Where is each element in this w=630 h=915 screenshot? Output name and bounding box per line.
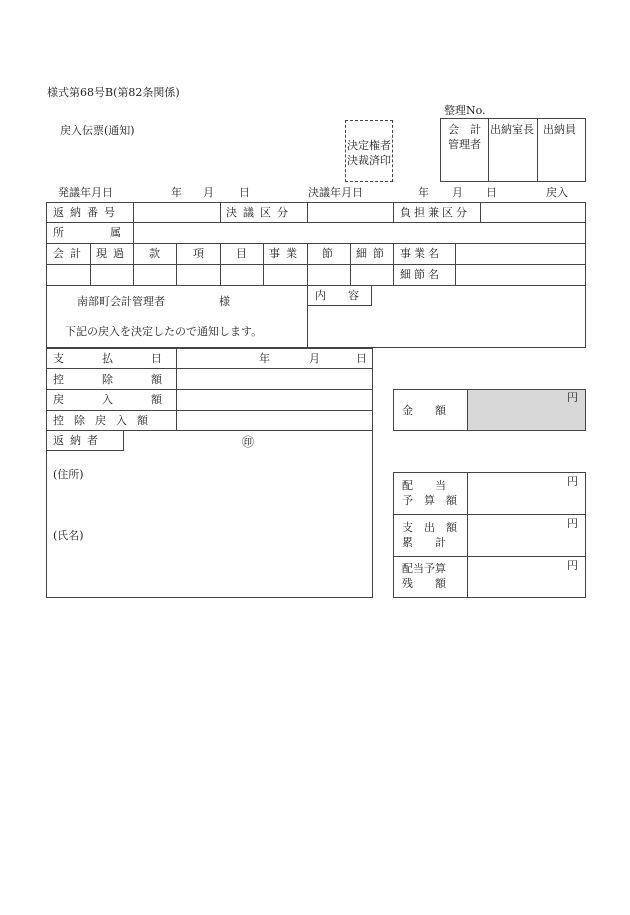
shiharai-year: 年 (259, 352, 270, 365)
jigyou-mei-label: 事業名 (400, 247, 442, 260)
approval-suitouin: 出納員 (543, 123, 576, 136)
ketsugi-year: 年 (418, 186, 429, 199)
approval-kaikei-line1: 会 計 (448, 123, 481, 136)
ketsugi-date-label: 決議年月日 (308, 186, 363, 199)
decision-stamp-line2: 決裁済印 (347, 154, 391, 167)
haitou-zangaku-line1: 配当予算 (402, 562, 446, 575)
kou-label: 項 (193, 247, 204, 260)
jusho-label: (住所) (53, 468, 84, 481)
hatsugi-month: 月 (203, 186, 214, 199)
seiri-no-label: 整理No. (444, 104, 486, 117)
hennousha-label: 返納者 (53, 434, 104, 447)
setsu-label: 節 (322, 247, 333, 260)
kan-label: 款 (149, 247, 160, 260)
shiharai-month: 月 (309, 352, 320, 365)
modoshi-label: 戻入 (546, 186, 568, 199)
hatsugi-date-label: 発議年月日 (58, 186, 113, 199)
haitou-zangaku-line2: 残 額 (402, 577, 446, 590)
approval-kaikei-line2: 管理者 (448, 138, 481, 151)
hatsugi-day: 日 (239, 186, 250, 199)
hatsugi-year: 年 (171, 186, 182, 199)
shishutsu-ruikei-yen: 円 (567, 517, 578, 530)
koujo-modoshi-gaku-label: 控除戻入額 (53, 414, 158, 427)
notice-text: 下記の戻入を決定したので通知します。 (65, 325, 263, 338)
seal-mark: ㊞ (242, 435, 255, 449)
addressee-sama: 様 (219, 295, 230, 308)
haitou-zangaku-yen: 円 (567, 559, 578, 572)
futan-kubun-label: 負担兼区分 (400, 206, 470, 219)
koujo-gaku-label: 控除額 (53, 373, 200, 386)
shimei-label: (氏名) (53, 529, 84, 542)
shozoku-label: 所属 (53, 226, 167, 239)
shiharai-bi-label: 支払日 (53, 352, 200, 365)
moku-label: 目 (236, 247, 247, 260)
saisetsu-mei-label: 細節名 (400, 268, 442, 281)
naiyou-label: 内 容 (315, 289, 359, 302)
ketsugi-day: 日 (486, 186, 497, 199)
shiharai-day: 日 (356, 352, 367, 365)
saisetsu-label: 細節 (356, 247, 390, 260)
haitou-yosan-yen: 円 (567, 475, 578, 488)
shishutsu-ruikei-line1: 支 出 額 (402, 521, 457, 534)
approval-suitou-shitsucho: 出納室長 (490, 123, 534, 136)
henno-bango-label: 返納番号 (53, 206, 121, 219)
haitou-yosan-line2: 予 算 額 (402, 494, 457, 507)
ketsugi-kubun-label: 決議区分 (226, 206, 294, 219)
decision-stamp-line1: 決定権者 (347, 139, 391, 152)
addressee: 南部町会計管理者 (77, 295, 165, 308)
form-style-number: 様式第68号B(第82条関係) (47, 86, 180, 99)
genka-label: 現過 (96, 247, 130, 260)
jigyou-label: 事業 (269, 247, 303, 260)
shishutsu-ruikei-line2: 累 計 (402, 536, 446, 549)
kingaku-yen: 円 (567, 391, 578, 404)
ketsugi-month: 月 (452, 186, 463, 199)
form-title: 戻入伝票(通知) (60, 124, 135, 137)
kingaku-label: 金 額 (402, 404, 446, 417)
modoshi-gaku-label: 戻入額 (53, 393, 200, 406)
kaikei-label: 会計 (53, 247, 87, 260)
haitou-yosan-line1: 配 当 (402, 479, 446, 492)
